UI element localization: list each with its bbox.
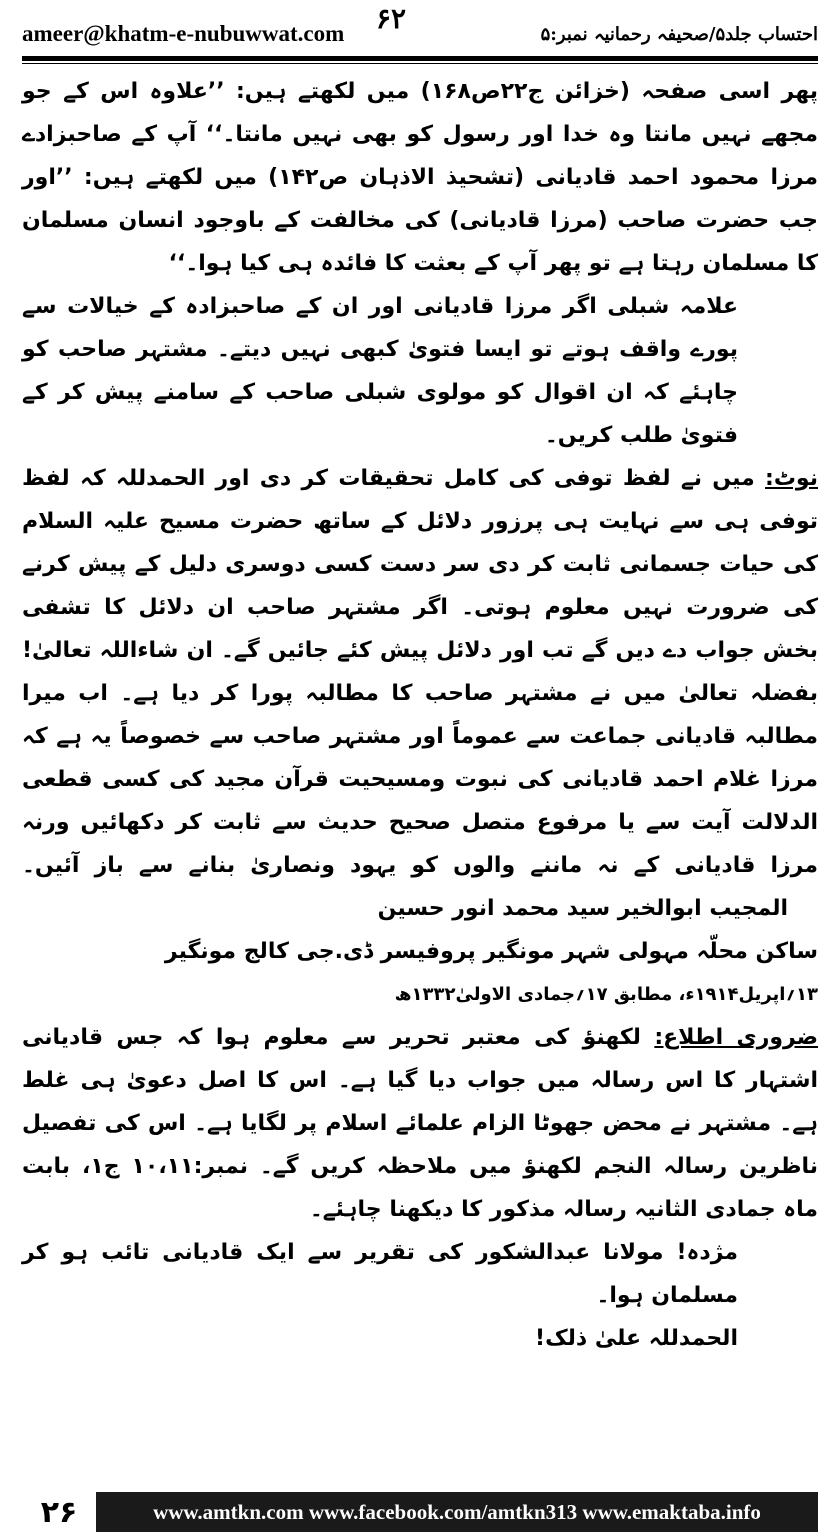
date-line: ۱۳؍اپریل۱۹۱۴ء، مطابق ۱۷؍جمادی الاولیٰ۱۳۳۲ھ — [394, 984, 818, 1005]
page-number: ۶۲ — [376, 2, 407, 35]
header-email: ameer@khatm-e-nubuwwat.com — [22, 21, 345, 46]
notice-label: ضروری اطلاع: — [654, 1025, 819, 1050]
note-paragraph — [22, 457, 818, 930]
page-body — [22, 70, 818, 1360]
closing-line: الحمدللہ علیٰ ذلک! — [535, 1326, 738, 1351]
header-rule — [22, 56, 818, 61]
page-footer — [22, 1492, 818, 1532]
header-rule-thin — [22, 63, 818, 64]
notice-paragraph — [22, 1016, 818, 1231]
signature: المجیب ابوالخیر سید محمد انور حسین — [377, 896, 788, 921]
note-text: میں نے لفظ توفی کی کامل تحقیقات کر دی اور الحمدللہ کہ لفظ توفی ہی سے نہایت ہی پرزور دلائل کے ساتھ حضرت مسیح علیہ السلام کی حیات جسمانی ثابت کر دی سر دست کسی دوسری دلیل کے پیش کرنے کی ضرورت نہیں معلوم ہوتی۔ اگر مشتہر صاحب ان دلائل کا تشفی بخش جواب دے دیں گے تب اور دلائل پیش کئے جائیں گے۔ ان شاءاللہ تعالیٰ! بفضلہ تعالیٰ میں نے مشتہر صاحب کا مطالبہ پورا کر دیا ہے۔ اب میرا مطالبہ قادیانی جماعت سے عموماً اور مشتہر صاحب سے خصوصاً یہ ہے کہ مرزا غلام احمد قادیانی کی نبوت ومسیحیت قرآن مجید کی کسی قطعی الدلالت آیت سے یا مرفوع متصل صحیح حدیث سے ثابت کر دکھائیں ورنہ مرزا قادیانی کے نہ ماننے والوں کو یہود ونصاریٰ بنانے سے باز آئیں۔ — [22, 466, 818, 878]
address-line: ساکن محلّہ مہولی شہر مونگیر پروفیسر ڈی.جی کالج مونگیر — [164, 939, 818, 964]
page-header — [22, 14, 818, 54]
glad-tidings: مژدہ! مولانا عبدالشکور کی تقریر سے ایک قادیانی تائب ہو کر مسلمان ہوا۔ — [22, 1240, 738, 1308]
running-title: احتساب جلد۵/صحیفہ رحمانیہ نمبر:۵ — [540, 23, 818, 45]
notice-text: لکھنؤ کی معتبر تحریر سے معلوم ہوا کہ جس قادیانی اشتہار کا اس رسالہ میں جواب دیا گیا ہے۔ اس کا اصل دعویٰ ہی غلط ہے۔ مشتہر نے محض جھوٹا الزام علمائے اسلام پر لگایا ہے۔ اس کی تفصیل ناظرین رسالہ النجم لکھنؤ میں ملاحظہ کریں گے۔ نمبر:۱۰،۱۱ ج۱، بابت ماہ جمادی الثانیہ رسالہ مذکور کا دیکھنا چاہئے۔ — [22, 1025, 819, 1222]
paragraph-2: علامہ شبلی اگر مرزا قادیانی اور ان کے صاحبزادہ کے خیالات سے پورے واقف ہوتے تو ایسا فتویٰ کبھی نہیں دیتے۔ مشتہر صاحب کو چاہئے کہ ان اقوال کو مولوی شبلی صاحب کے سامنے پیش کر کے فتویٰ طلب کریں۔ — [22, 294, 738, 448]
footer-page-number: ۲۶ — [40, 1494, 78, 1530]
note-label: نوٹ: — [765, 466, 818, 491]
footer-links: www.amtkn.com www.facebook.com/amtkn313 www.emaktaba.info — [96, 1492, 818, 1532]
paragraph-1: پھر اسی صفحہ (خزائن ج۲۲ص۱۶۸) میں لکھتے ہیں: ’’علاوہ اس کے جو مجھے نہیں مانتا وہ خدا اور رسول کو بھی نہیں مانتا۔‘‘ آپ کے صاحبزادے مرزا محمود احمد قادیانی (تشحیذ الاذہان ص۱۴۲) میں لکھتے ہیں: ’’اور جب حضرت صاحب (مرزا قادیانی) کی مخالفت کے باوجود انسان مسلمان کا مسلمان رہتا ہے تو پھر آپ کے بعثت کا فائدہ ہی کیا ہوا۔‘‘ — [22, 79, 818, 276]
